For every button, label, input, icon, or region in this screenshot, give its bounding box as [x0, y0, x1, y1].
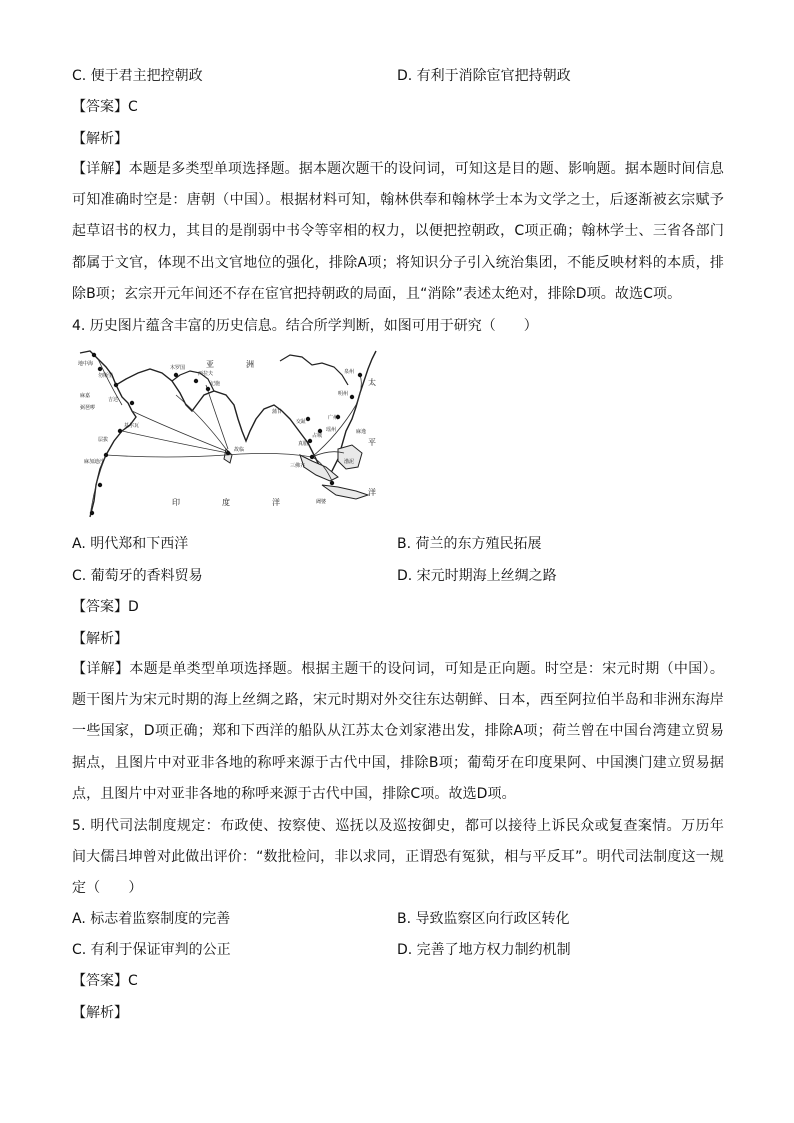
q4-option-a: A. 明代郑和下西洋: [72, 536, 189, 552]
map-place-label: 泉州: [344, 369, 355, 375]
map-place-label: 广州: [328, 415, 339, 421]
q4-detail: 【详解】本题是单类型单项选择题。根据主题干的设问词，可知是正向题。时空是：宋元时期（中国）。题干图片为宋元时期的海上丝绸之路，宋元时期对外交往东达朝鲜、日本，西至阿拉伯半岛和非洲东海岸一些国家，D项正确；郑和下西洋的船队从江苏太仓刘家港出发，排除A项；荷兰曾在中国台湾建立贸易据点，且图片中对亚非各地的称呼来源于古代中国，排除B项；葡萄牙在印度果阿、中国澳门建立贸易据点，且图片中对亚非各地的称呼来源于古代中国，排除C项。故选D项。: [72, 661, 724, 802]
map-label-yang: 洋: [368, 488, 376, 497]
map-place-label: 阇婆: [316, 499, 327, 505]
q5-option-c: C. 有利于保证审判的公正: [72, 942, 231, 958]
map-place-label: 弼琶啰: [80, 405, 96, 411]
map-place-label: 勿斯里: [98, 373, 114, 379]
q4-stem: 4. 历史图片蕴含丰富的历史信息。结合所学判断，如图可用于研究（ ）: [72, 318, 538, 334]
q4-option-d: D. 宋元时期海上丝绸之路: [397, 568, 557, 584]
map-place-label: 占城: [312, 433, 323, 439]
map-label-pacific-2: 平: [368, 438, 376, 447]
map-place-mediterranean: 地中海: [78, 361, 94, 367]
q5-answer: 【答案】C: [72, 973, 138, 989]
q3-detail: 【详解】本题是多类型单项选择题。据本题次题干的设问词，可知这是目的题、影响题。据本题时间信息可知准确时空是：唐朝（中国）。根据材料可知，翰林供奉和翰林学士本为文学之士，后逐渐被玄宗赋予起草诏书的权力，其目的是削弱中书令等宰相的权力，以便把控朝政，C项正确；翰林学士、三省各部门都属于文官，体现不出文官地位的强化，排除A项；将知识分子引入统治集团，不能反映材料的本质，排除B项；玄宗开元年间还不存在宦官把持朝政的局面，且“消除”表述太绝对，排除D项。故选C项。: [72, 161, 724, 302]
map-place-label: 交趾: [296, 419, 307, 425]
map-place-label: 层拔: [98, 437, 109, 443]
map-place-label: 记施: [210, 381, 221, 387]
map-place-label: 真腊: [298, 441, 309, 447]
map-place-label: 三佛齐: [290, 463, 306, 469]
map-place-label: 明州: [338, 391, 349, 397]
map-place-label: 麻嘉: [80, 393, 91, 399]
map-place-label: 基尔瓦: [124, 423, 140, 429]
q5-analysis-label: 【解析】: [72, 1005, 128, 1021]
map-place-label: 吉达: [108, 397, 119, 403]
q3-option-d: D. 有利于消除宦官把持朝政: [397, 68, 571, 84]
q3-analysis-label: 【解析】: [72, 131, 128, 147]
q5-option-a: A. 标志着监察制度的完善: [72, 911, 231, 927]
map-place-label: 蒲甘: [272, 409, 283, 415]
map-place-label: 麻逸: [356, 429, 367, 435]
q5-stem: 5. 明代司法制度规定：布政使、按察使、巡抚以及巡按御史，都可以接待上诉民众或复查案情。万历年间大儒吕坤曾对此做出评价：“数批检问，非以求同，正谓恐有冤狱，相与平反耳”。明代司法制度这一规定（ ）: [72, 818, 724, 897]
map-label-ocean-2: 洋: [272, 498, 280, 507]
q4-option-b: B. 荷兰的东方殖民拓展: [397, 536, 542, 552]
q5-option-b: B. 导致监察区向行政区转化: [397, 911, 570, 927]
maritime-silk-road-map: [76, 345, 378, 520]
q4-answer: 【答案】D: [72, 599, 139, 615]
map-label-asia-2: 洲: [246, 360, 254, 369]
map-place-label: 渤泥: [344, 459, 355, 465]
q3-option-c: C. 便于君主把控朝政: [72, 68, 203, 84]
map-label-ocean-1: 度: [222, 498, 230, 507]
q4-option-c: C. 葡萄牙的香料贸易: [72, 568, 203, 584]
map-label-pacific: 太: [368, 378, 376, 387]
q4-analysis-label: 【解析】: [72, 631, 128, 647]
map-place-label: 木罗国: [170, 365, 186, 371]
q5-option-d: D. 完善了地方权力制约机制: [397, 942, 571, 958]
map-place-label: 故临: [234, 447, 245, 453]
map-label-asia: 亚: [206, 360, 214, 369]
map-label-india: 印: [172, 498, 180, 507]
map-place-label: 西拉夫: [198, 371, 214, 377]
map-place-label: 瑶州: [326, 427, 337, 433]
map-place-label: 麻加迪沙: [84, 459, 105, 465]
q3-answer: 【答案】C: [72, 99, 138, 115]
